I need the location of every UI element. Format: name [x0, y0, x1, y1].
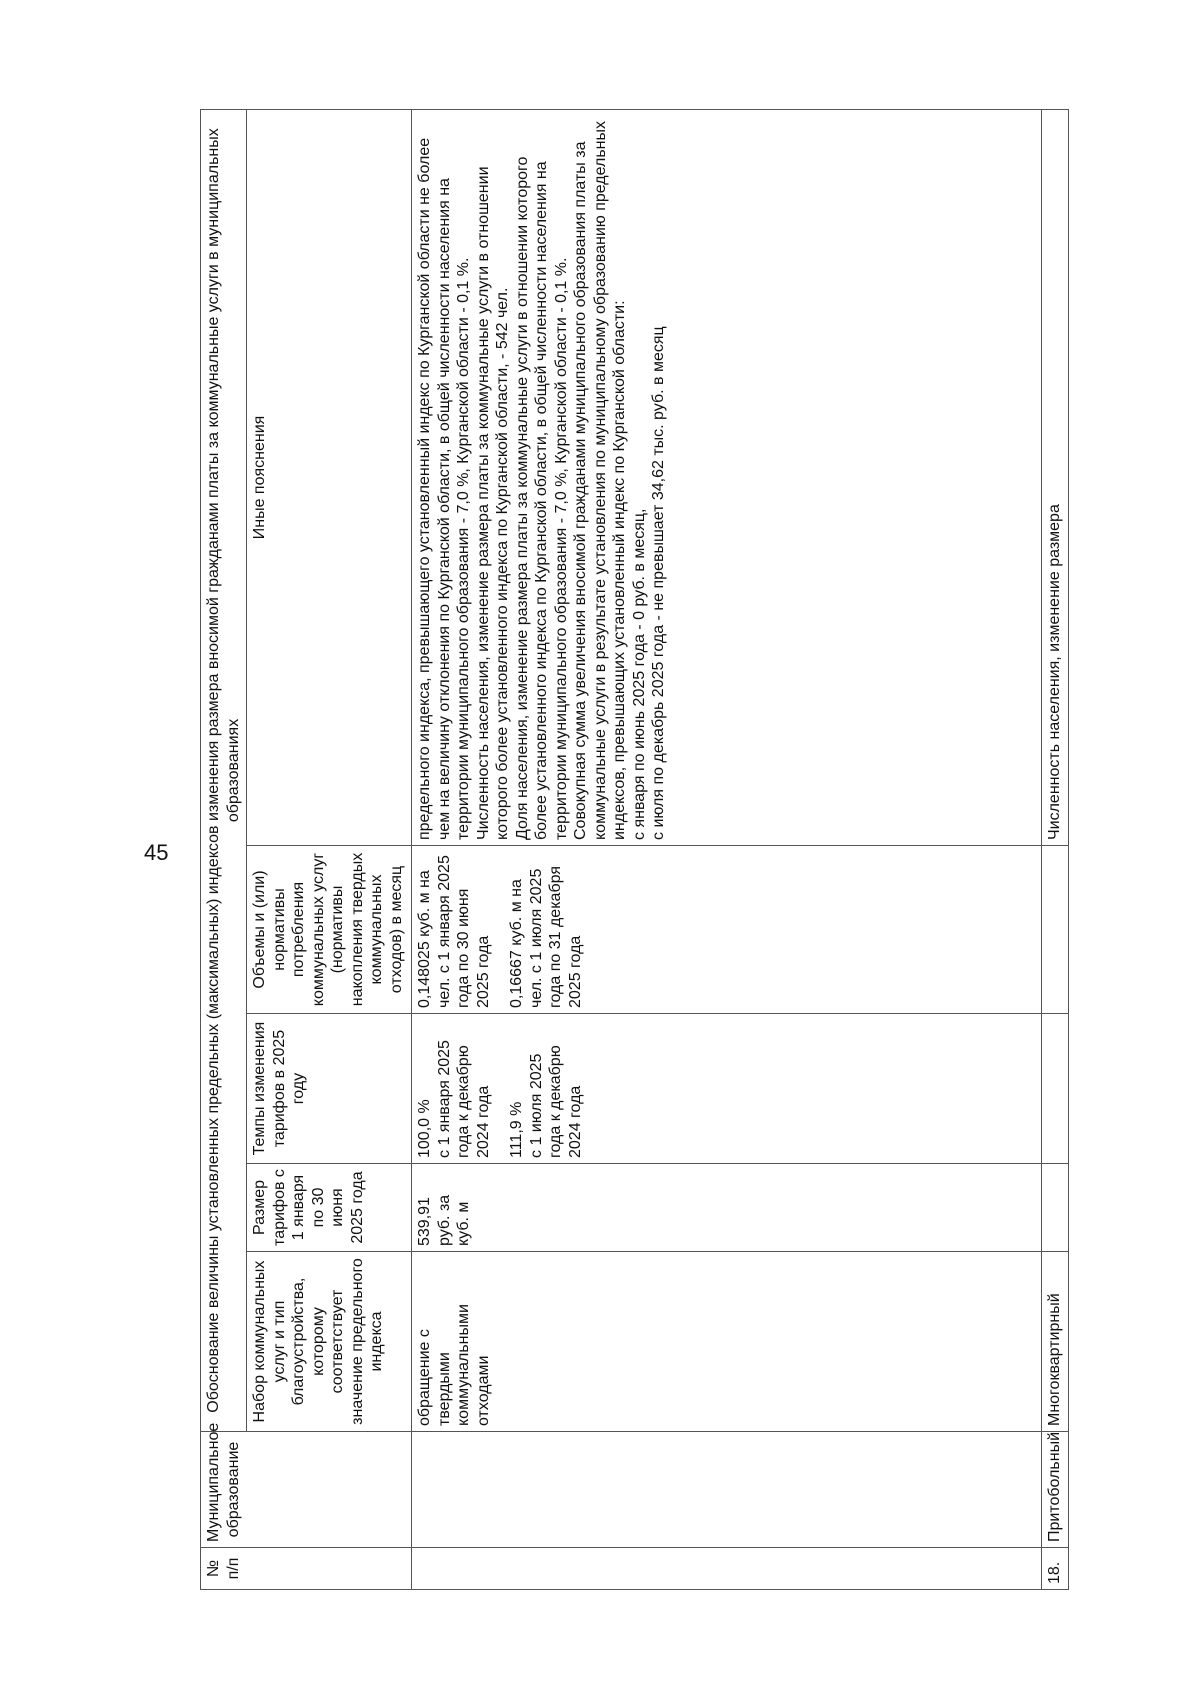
row1-municipality	[412, 1432, 1042, 1548]
row1-tariff: 539,91 руб. за куб. м	[412, 1164, 1042, 1252]
rate2-period: с 1 июля 2025 года к декабрю 2024 года	[527, 1045, 584, 1158]
row2-num: 18.	[1042, 1548, 1069, 1590]
note-paragraph: Численность населения, изменение размера платы за коммунальные услуги в отношении которого более установленного индекса по Курганской области, - 542 чел.	[474, 166, 512, 840]
header-other: Иные пояснения	[247, 109, 412, 845]
volume2: 0,16667 куб. м на чел. с 1 июля 2025 года по 31 декабря 2025 года	[508, 866, 584, 1008]
row2-service: Многоквартирный	[1042, 1252, 1069, 1432]
header-volumes: Объемы и (или) нормативы потребления коммунальных услуг (нормативы накопления твердых коммунальных отходов) в месяц	[247, 846, 412, 1014]
row2-rates	[1042, 1014, 1069, 1164]
header-row-2	[247, 109, 412, 1589]
header-municipality: Муниципальное образование	[201, 1432, 412, 1548]
header-services: Набор коммунальных услуг и тип благоустройства, которому соответствует значение предельного индекса	[247, 1252, 412, 1432]
rate1-value: 100,0 %	[416, 1099, 434, 1158]
header-group-title: Обоснование величины установленных предельных (максимальных) индексов изменения размера вносимой гражданами платы за коммунальные услуги в муниципальных образованиях	[201, 109, 247, 1431]
rate1-period: с 1 января 2025 года к декабрю 2024 года	[435, 1040, 492, 1158]
volume1: 0,148025 куб. м на чел. с 1 января 2025 года по 30 июня 2025 года	[416, 855, 492, 1008]
rotated-table-container	[200, 110, 1120, 1590]
row2-notes: Численность населения, изменение размера	[1042, 109, 1069, 845]
row1-volumes	[412, 846, 1042, 1014]
note-paragraph: Доля населения, изменение размера платы за коммунальные услуги в отношении которого более установленного индекса по Курганской области, в общей численности населения на территории муниципального образования - 7,0 %, Курганской области - 0,1 %.	[513, 156, 570, 840]
header-tariff-rates: Темпы изменения тарифов в 2025 году	[247, 1014, 412, 1164]
header-row-1	[201, 109, 247, 1589]
row1-rates	[412, 1014, 1042, 1164]
rate2-value: 111,9 %	[508, 1101, 526, 1158]
row2-municipality: Притобольный	[1042, 1432, 1069, 1548]
row1-num	[412, 1548, 1042, 1590]
header-num: № п/п	[201, 1548, 412, 1590]
note-paragraph: Совокупная сумма увеличения вносимой гражданами муниципального образования платы за коммунальные услуги в результате установления по муниципальному образованию предельных индексов, превышающих установленный индекс по Курганской области:	[572, 120, 629, 840]
tariff-justification-table	[200, 109, 1069, 1590]
table-row	[412, 109, 1042, 1589]
row1-service: обращение с твердыми коммунальными отходами	[412, 1252, 1042, 1432]
row2-volumes	[1042, 846, 1069, 1014]
row1-notes	[412, 109, 1042, 845]
table-row	[1042, 109, 1069, 1589]
note-paragraph: с января по июнь 2025 года - 0 руб. в месяц,	[630, 508, 648, 840]
page-number: 45	[144, 840, 169, 865]
row2-tariff	[1042, 1164, 1069, 1252]
header-tariff-size: Размер тарифов с 1 января по 30 июня 2025 года	[247, 1164, 412, 1252]
note-paragraph: предельного индекса, превышающего установленный индекс по Курганской области не более чем на величину отклонения по Курганской области, в общей численности населения на территории муниципального образования - 7,0 %, Курганской области - 0,1 %.	[416, 137, 473, 840]
note-paragraph: с июля по декабрь 2025 года - не превышает 34,62 тыс. руб. в месяц	[650, 326, 668, 840]
